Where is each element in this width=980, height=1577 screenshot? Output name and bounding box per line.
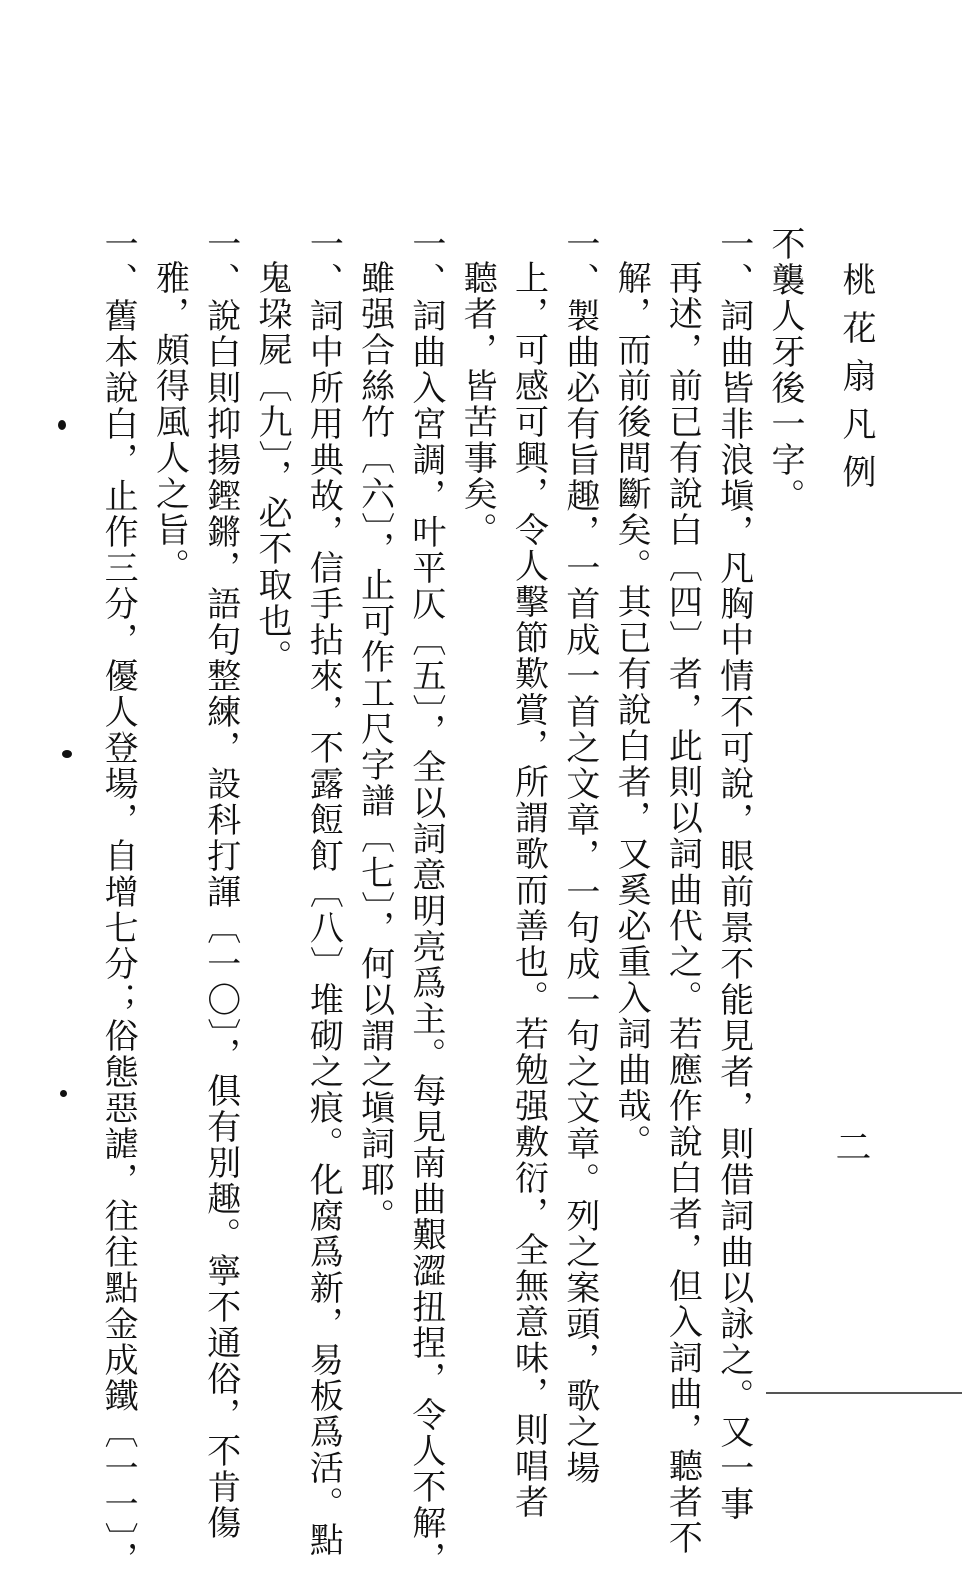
text-line: 一、詞曲入宮調，叶平仄〔五〕，全以詞意明亮爲主。每見南曲艱澀扭捏，令人不解， [405, 226, 446, 1577]
text-line: 一、說白則抑揚鏗鏘，語句整練，設科打諢〔一〇〕，俱有別趣。寧不通俗，不肯傷 [200, 226, 241, 1541]
text-line: 雖强合絲竹〔六〕，止可作工尺字譜〔七〕，何以謂之塡詞耶。 [354, 260, 395, 1234]
text-line: 不襲人牙後一字。 [765, 226, 805, 514]
text-line: 鬼垜屍〔九〕，必不取也。 [252, 260, 293, 675]
text-line: 一、製曲必有旨趣，一首成一首之文章，一句成一句之文章。列之案頭，歌之場 [559, 226, 600, 1486]
text-line: 聽者，皆苦事矣。 [457, 260, 498, 548]
page-title: 桃花扇凡例 [836, 262, 876, 502]
scan-speck [60, 1090, 67, 1097]
text-line: 一、詞曲皆非浪塡，凡胸中情不可說，眼前景不能見者，則借詞曲以詠之。又一事 [713, 226, 754, 1522]
text-line: 解，而前後間斷矣。其已有說白者，又奚必重入詞曲哉。 [611, 260, 652, 1160]
text-line: 再述，前已有說白〔四〕者，此則以詞曲代之。若應作說白者，但入詞曲，聽者不 [662, 260, 703, 1556]
text-line: 雅，頗得風人之旨。 [149, 260, 190, 584]
text-line: 上，可感可興，令人擊節歎賞，所謂歌而善也。若勉强敷衍，全無意味，則唱者 [508, 260, 549, 1520]
body-text [98, 226, 810, 1577]
text-line: 一、舊本說白，止作三分，優人登場，自增七分；俗態惡謔，往往點金成鐵〔一一〕， [98, 226, 139, 1577]
scan-edge-line [766, 1392, 962, 1394]
scan-speck [62, 750, 72, 758]
text-line: 一、詞中所用典故，信手拈來，不露餖飣〔八〕堆砌之痕。化腐爲新，易板爲活。點 [303, 226, 344, 1558]
scan-speck [58, 420, 66, 430]
page-number: 二 [830, 1128, 871, 1164]
